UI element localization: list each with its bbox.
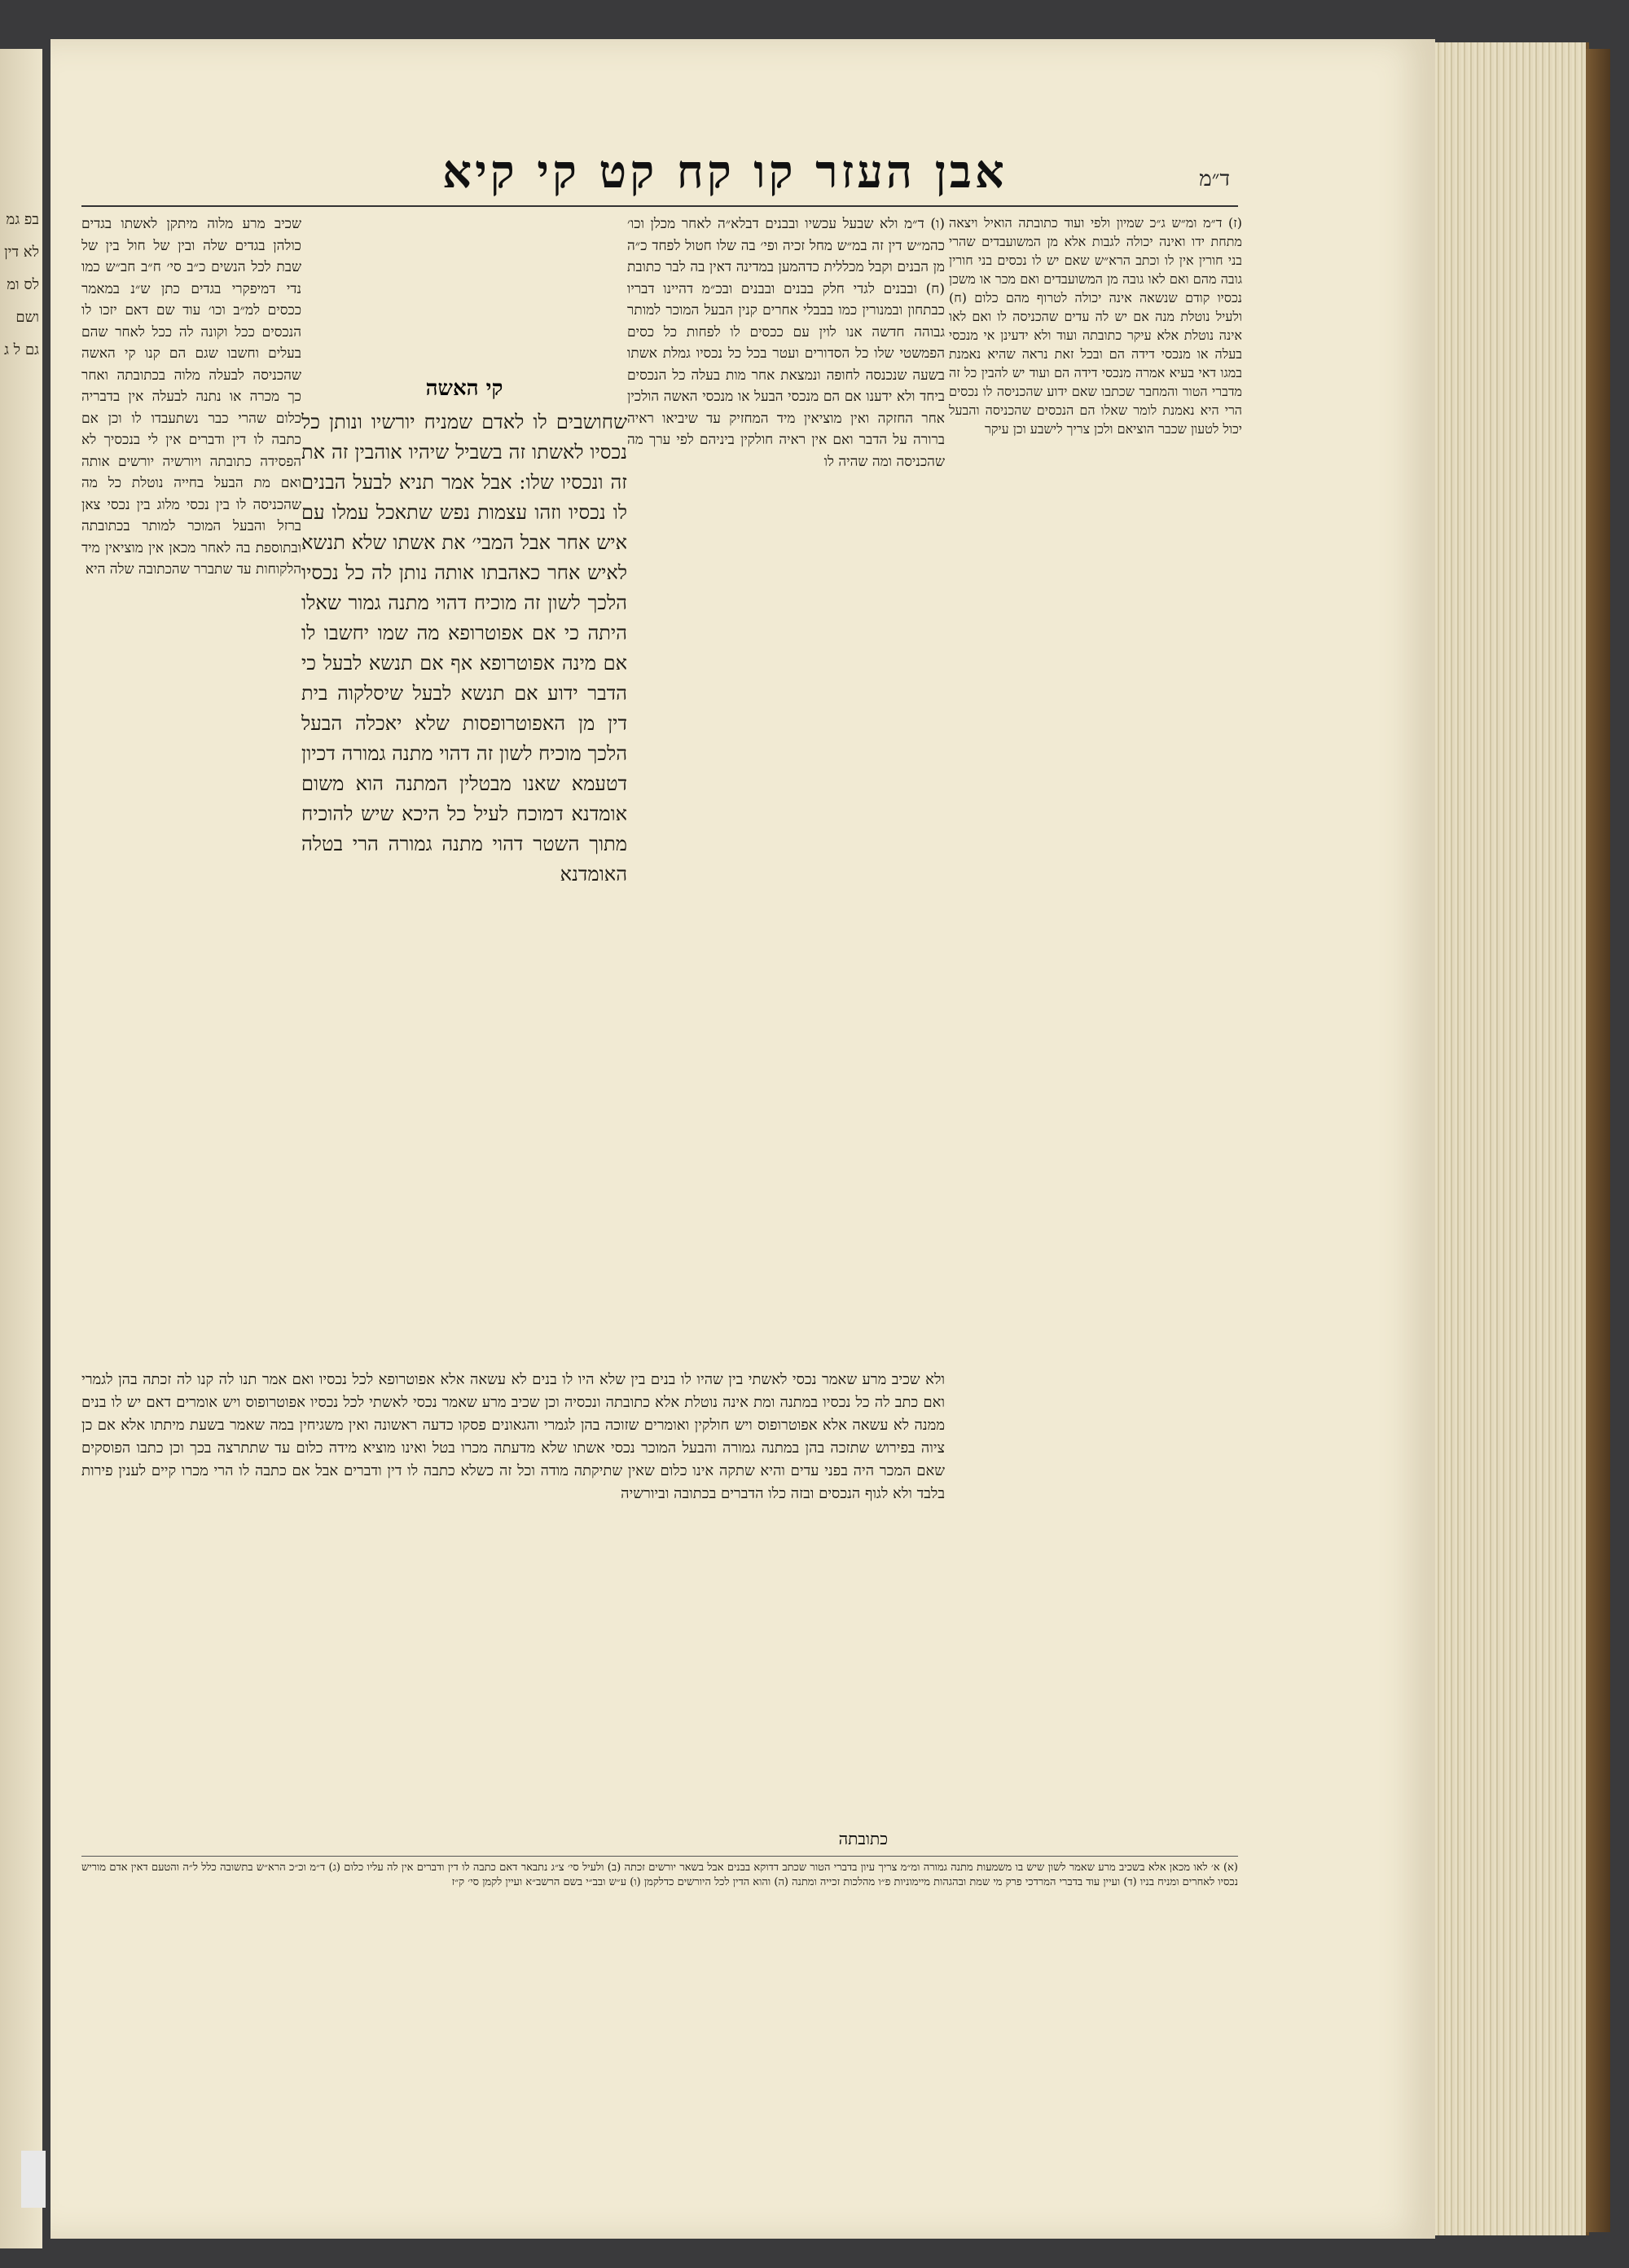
- main-text-column: שחושבים לו לאדם שמניח יורשיו ונותן כל נכסיו לאשתו זה בשביל שיהיו אוהבין זה את זה ונכסיו שלו: אבל אמר תניא לבעל הבנים לו נכסיו וזהו עצמות נפש שתאכל עמלו עם איש אחר אבל המבי׳ את אשתו שלא תנשא לאיש אחר כאהבתו אותה נותן לה כל נכסיו הלכך לשון זה מוכיח דהוי מתנה גמור שאלו היתה כי אם אפוטרופא מה שמו יחשבו לו אם מינה אפוטרופא אף אם תנשא לבעל כי הדבר ידוע אם תנשא לבעל שיסלקוה בית דין מן האפוטרופסות שלא יאכלה הבעל הלכך מוכיח לשון זה דהוי מתנה גמורה דכיון דטעמא שאנו מבטלין המתנה הוא משום אומדנא דמוכח לעיל כל היכא שיש להוכיח מתוך השטר דהוי מתנה גמורה הרי בטלה האומדנא: [301, 411, 627, 886]
- catchword: כתובתה: [838, 1829, 888, 1848]
- outer-commentary-column: שכיב מרע מלוה מיתקן לאשתו בגדים כולהן בגדים שלה ובין של חול בין של שבת לכל הנשים כ״ב סי׳ ח״ב חב״ש כמו נדי דמיפקרי בגדים כתן ש״נ במאמר ככסים למ״ב וכו׳ עוד שם דאם יזכו לו הנכסים ככל וקונה לה ככל לאחר שהם בעלים וחשבו שגם הם קנו קי האשה שהכניסה לבעלה מלוה בכתובתה ואחר כך מכרה או נתנה לבעלה אין בדבריה כלום שהרי כבר נשתעבדו לו וכן אם כתבה לו דין ודברים אין לי בנכסיך לא הפסידה כתובתה ויורשיה יורשים אותה ואם מת הבעל בחייה נוטלת כל מה שהכניסה לו בין נכסי מלוג בין נכסי צאן ברזל והבעל המוכר למותר בכתובתה ובתוספת בה לאחר מכאן אין מוציאין מיד הלקוחות עד שתברר שהכתובה שלה היא: [81, 216, 301, 578]
- header-rule: [81, 205, 1238, 207]
- page-header: אבן העזר קו קח קט קי קיא: [442, 145, 1008, 199]
- previous-page-edge-text: בפ גמ לא דין לס ומ ושם גם ל ג: [4, 211, 39, 358]
- page-edges: [1435, 42, 1589, 2235]
- margin-notes-column: (ז) ד״מ ומ״ש ג״כ שמיון ולפי ועוד כתובתה הואיל ויצאה מתחת ידו ואינה יכולה לגבות אלא מן המשועבדים שהרי בני חורין אין לו וכתב הרא״ש שאם יש לו נכסים בני חורין גובה מהם ואם לאו גובה מן המשועבדים ואם מכר או משכן נכסיו קודם שנשאה אינה יכולה לטרוף מהם כלום (ח) ולעיל נוטלת מנה אם יש לה עדים שהכניסה לו ואם לאו אינה נוטלת אלא עיקר כתובתה ועוד ולא ידעינן אי מנכסי בעלה או מנכסי דידה הם ובכל זאת נראה שהיא נאמנת במגו דאי בעיא אמרה מנכסי דידה הם ועוד יש להבין כל זה מדברי הטור והמחבר שכתבו שאם ידוע שהכניסה לו נכסים הרי היא נאמנת לומר שאלו הם הנכסים שהכניסה והבעל יכול לטעון שכבר הוציאם ולכן צריך לישבע וכן עיקר: [949, 215, 1242, 437]
- footnote-rule: [81, 1856, 1238, 1857]
- page-marker: ד״מ: [1199, 167, 1230, 191]
- book-binding: [1586, 49, 1610, 2232]
- color-card: [21, 2151, 46, 2208]
- inner-commentary-column: (ו) ד״מ ולא שבעל עכשיו ובבנים דבלא״ה לאחר מכלן וכו׳ כהמ״ש דין זה במ״ש מחל זכיה ופי׳ בה שלו חטול לפחד כ״ה מן הבנים וקבל מכללית כדהמען במדינה דאין בה לבר כתובת (ח) ובבנים לגדי חלק בבנים ובבנים ובכ״מ דהיינו דבריו כבתחון ובמנורין כמו בבבלי אחרים קנין הבעל המוכר למותר גבוהה חדשה אנו לוין עם ככסים לו לפחות כל כסים הפמשטי שלו כל הסדורים ועטר בכל כל נכסיו גמלת אשתו בשעה שנכנסה לחופה ונמצאת אחר מות בעלה כל הנכסים ביחד ולא ידענו אם הם מנכסי הבעל או מנכסי האשה הולכין אחר החזקה ואין מוציאין מיד המחזיק עד שיביאו ראיה ברורה על הדבר ואם אין ראיה חולקין ביניהם לפי ערך מה שהכניסה ומה שהיה לו: [627, 216, 945, 470]
- footnotes: (א) א׳ לאו מכאן אלא בשכיב מרע שאמר לשון שיש בו משמעות מתנה גמורה ומ״מ צריך עיון בדברי הטור שכתב דדוקא בבנים אבל בשאר יורשים זכתה (ב) ולעיל סי׳ צ״ג נתבאר דאם כתבה לו דין ודברים אין לה עליו כלום (ג) ד״מ וכ״כ הרא״ש בתשובה כלל ל״ה והטעם דאין אדם מוריש נכסיו לאחרים ומניח בניו (ד) ועיין עוד בדברי המרדכי פרק מי שמת ובהגהות מיימוניות פ״ו מהלכות זכייה ומתנה (ה) והוא הדין לכל היורשים כדלקמן (ו) ע״ש ובב״י בשם הרשב״א ועיין לקמן סי׳ ק״ז: [81, 1861, 1238, 1888]
- bottom-commentary-block: ולא שכיב מרע שאמר נכסי לאשתי בין שהיו לו בנים בין שלא היו לו בנים לא עשאה אלא אפוטרופא לכל נכסיו ואם אמר תנו לה קנו לה זכתה בהן לגמרי ואם כתב לה כל נכסיו במתנה ומת אינה נוטלת אלא כתובתה ונכסיה וכן שכיב מרע שאמר נכסי לאשתי לכל נכסיו אפוטרופוס ויש אומרים דאם יש לו בנים ממנה לא עשאה אלא אפוטרופוס ויש חולקין ואומרים שזוכה בהן לגמרי והגאונים פסקו כדעה ראשונה ואין משגיחין במה שאמר בשעת מיתתו אלא אם כן ציוה בפירוש שתזכה בהן במתנה גמורה והבעל המוכר נכסי אשתו שלא מדעתה מכרו בטל ואינו מוציא מידה כלום עד שתתרצה בכך וכן כתבו הפוסקים שאם המכר היה בפני עדים והיא שתקה אינו כלום שאין שתיקתה מודה וכל זה כשלא כתבה לו דין ודברים אבל אם כתבה לו הרי מכרו קיים לענין פירות בלבד ולא לגוף הנכסים ובזה כלו הדברים בכתובה וביורשיה: [81, 1371, 945, 1502]
- center-heading: קי האשה: [425, 376, 503, 401]
